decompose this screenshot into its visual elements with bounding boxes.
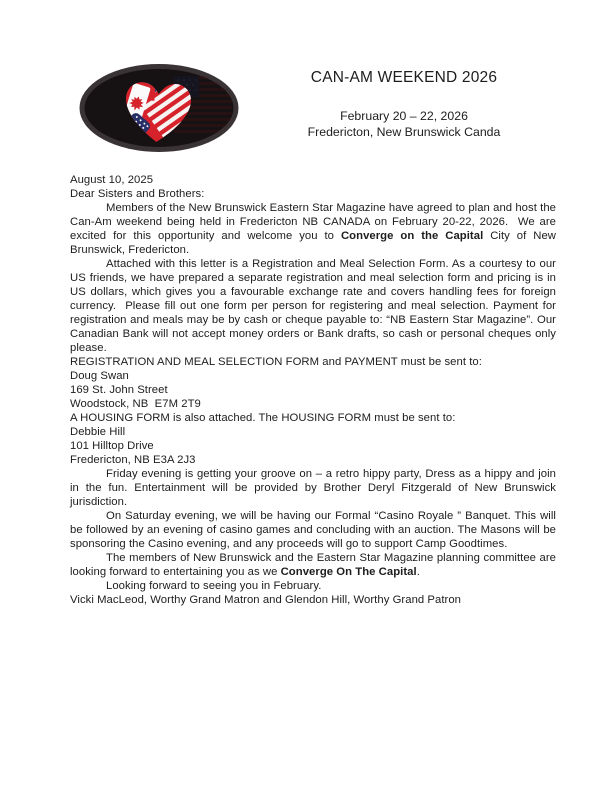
converge-capital-bold-2: Converge On The Capital xyxy=(280,566,417,578)
event-title: CAN-AM WEEKEND 2026 xyxy=(310,69,498,86)
paragraph-committee-tail: . xyxy=(416,566,420,578)
signature-line: Vicki MacLeod, Worthy Grand Matron and Glendon Hill, Worthy Grand Patron xyxy=(70,594,462,606)
paragraph-intro xyxy=(70,201,556,257)
registration-form-line: REGISTRATION AND MEAL SELECTION FORM and PAYMENT must be sent to: xyxy=(70,356,482,368)
registration-address-city: Woodstock, NB E7M 2T9 xyxy=(70,398,201,410)
registration-address-street: 169 St. John Street xyxy=(70,384,168,396)
paragraph-registration-info: Attached with this letter is a Registration and Meal Selection Form. As a courtesy to our US friends, we have prepared a separate registration and meal selection form and pricing is in US dollars, which gives you a favourable exchange rate and covers handling fees for foreign currency. Please fill out one form per person for registering and meal selection. Payment for registration and meals may be by cash or cheque payable to: “NB Eastern Star Magazine”. Our Canadian Bank will not accept money orders or Bank drafts, so cash or personal cheques only please. xyxy=(70,258,556,354)
canam-handshake-heart-logo-icon xyxy=(78,63,240,153)
letter-body xyxy=(70,173,556,607)
paragraph-committee xyxy=(70,551,556,579)
housing-address-street: 101 Hilltop Drive xyxy=(70,440,154,452)
event-date: February 20 – 22, 2026 xyxy=(340,109,468,123)
letter-header xyxy=(256,69,552,140)
paragraph-friday: Friday evening is getting your groove on – a retro hippy party, Dress as a hippy and join in the fun. Entertainment will be provided by Brother Deryl Fitzgerald of New Brunswick jurisdiction. xyxy=(70,468,556,508)
converge-capital-bold: Converge on the Capital xyxy=(340,230,484,242)
paragraph-closing: Looking forward to seeing you in February. xyxy=(106,580,322,592)
paragraph-saturday: On Saturday evening, we will be having our Formal “Casino Royale ” Banquet. This will be followed by an evening of casino games and concluding with an auction. The Masons will be sponsoring the Casino evening, and any proceeds will go to support Camp Goodtimes. xyxy=(70,510,556,550)
paragraph-committee-text: The members of New Brunswick and the Eastern Star Magazine planning committee are looking forward to entertaining you as we xyxy=(70,552,556,578)
salutation: Dear Sisters and Brothers: xyxy=(70,188,205,200)
paragraph-intro-tail: City of New Brunswick, Fredericton. xyxy=(70,230,556,256)
housing-form-line: A HOUSING FORM is also attached. The HOUSING FORM must be sent to: xyxy=(70,412,456,424)
letter-date: August 10, 2025 xyxy=(70,174,154,186)
registration-address-name: Doug Swan xyxy=(70,370,129,382)
housing-address-name: Debbie Hill xyxy=(70,426,126,438)
paragraph-intro-text: Members of the New Brunswick Eastern Star Magazine have agreed to plan and host the Can-Am weekend being held in Fredericton NB CANADA on February 20-22, 2026. We are excited for this opportunity and welcome you to xyxy=(70,202,556,242)
event-location: Fredericton, New Brunswick Canda xyxy=(307,125,501,139)
housing-address-city: Fredericton, NB E3A 2J3 xyxy=(70,454,196,466)
